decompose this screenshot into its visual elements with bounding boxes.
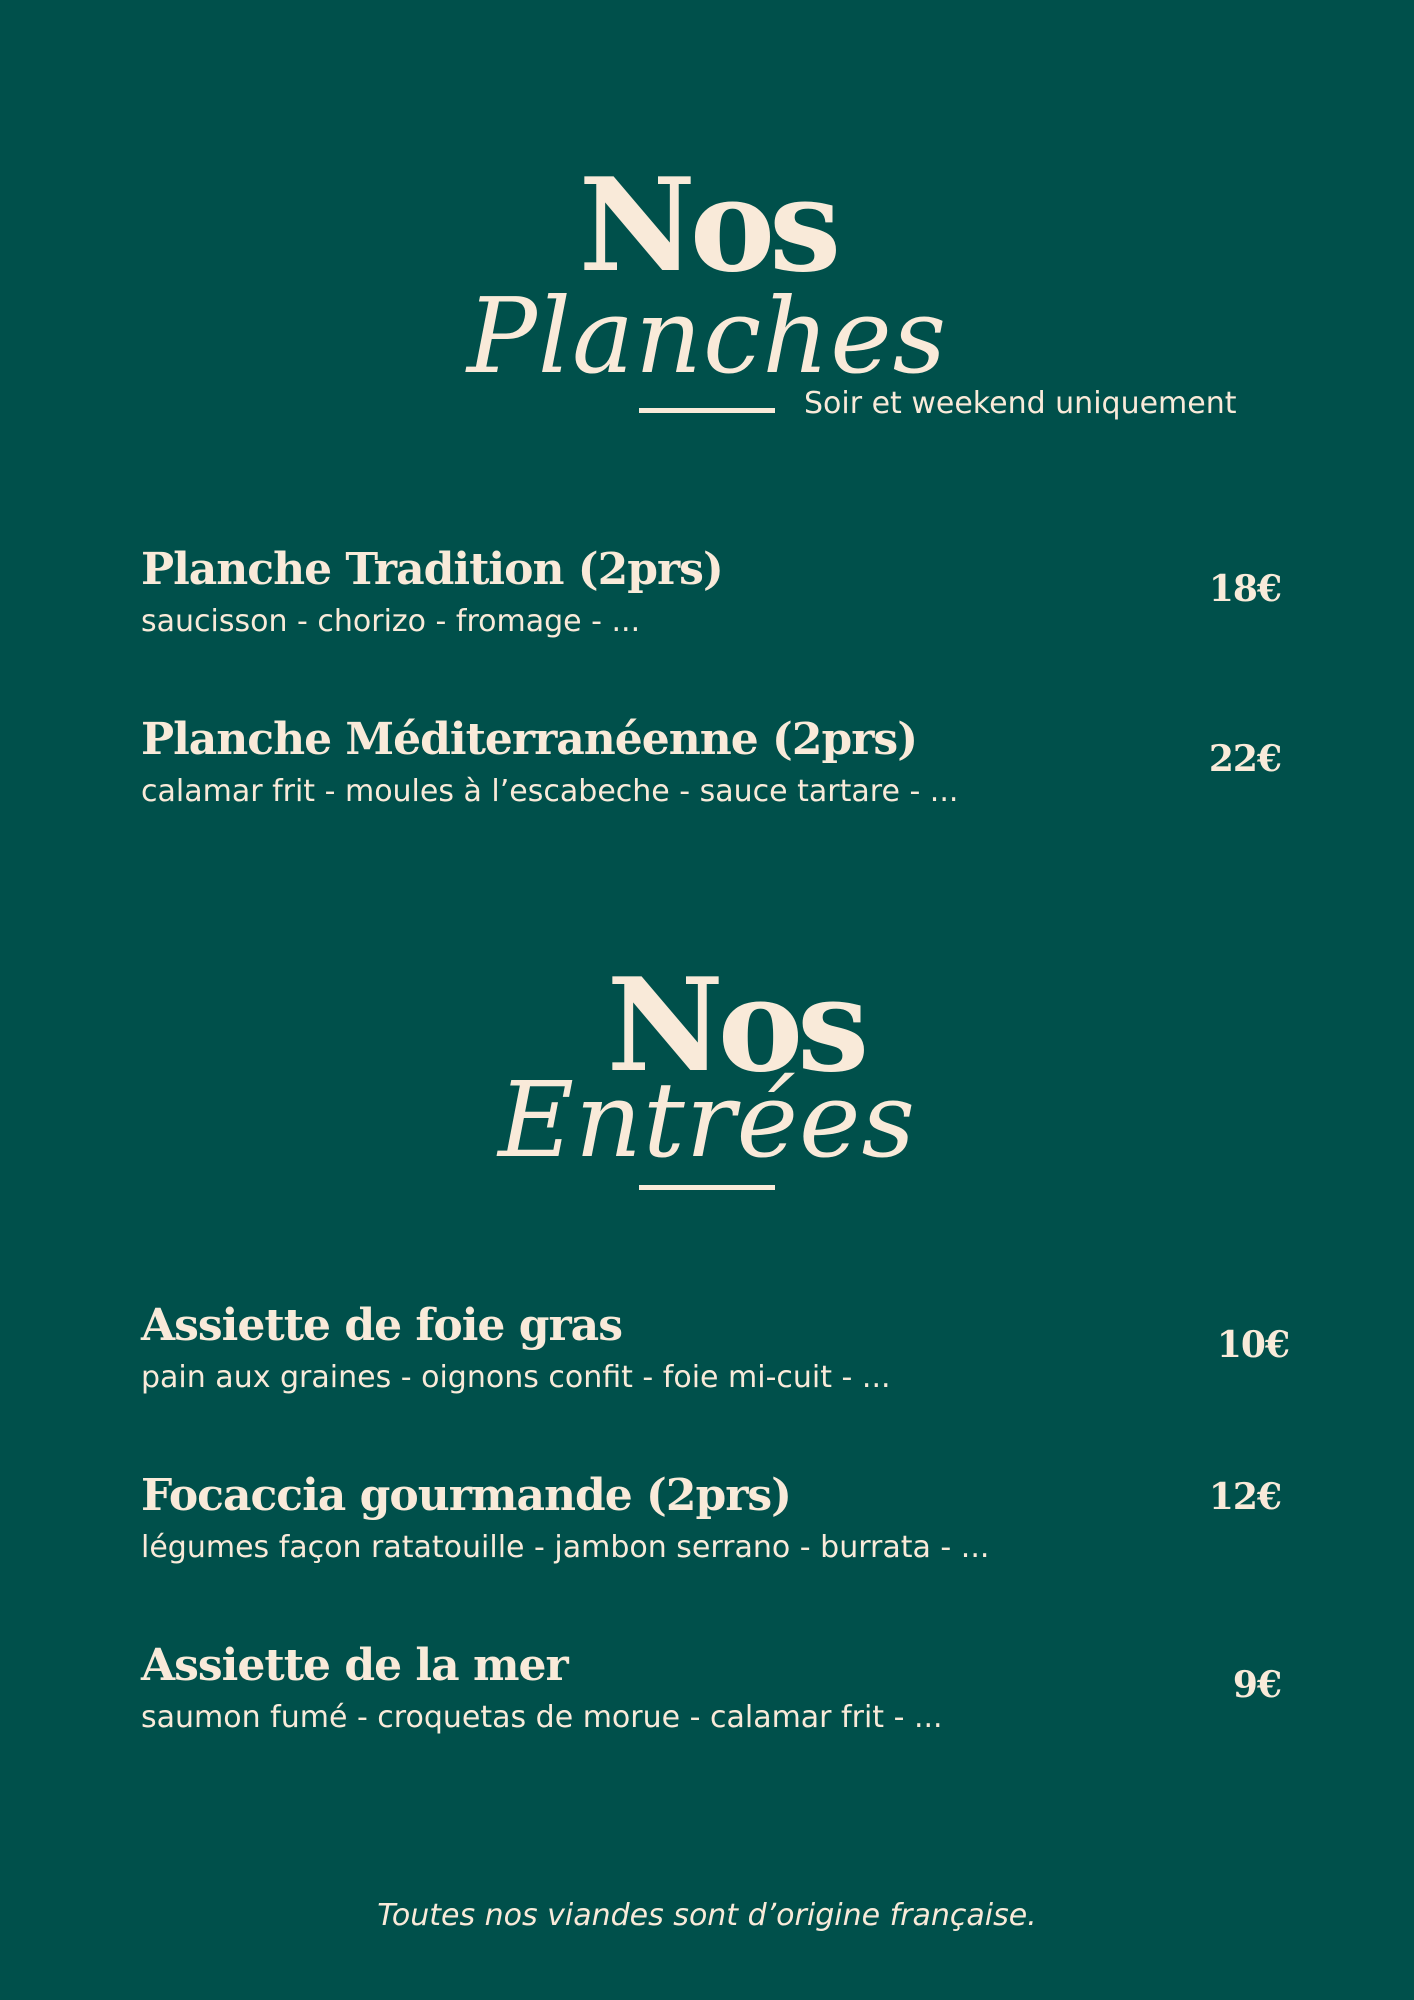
planches-title-nos: Nos: [578, 151, 836, 301]
planches-heading: [0, 151, 1414, 397]
planches-divider: [639, 408, 775, 413]
menu-item: [141, 546, 1281, 639]
footer-note: Toutes nos viandes sont d’origine française.: [377, 1898, 1037, 1933]
menu-item: [141, 716, 1281, 809]
menu-item-name: Planche Méditerranéenne (2prs): [141, 714, 918, 765]
menu-item: [141, 1300, 1289, 1396]
entrees-heading: [0, 951, 1414, 1181]
menu-item: [141, 1642, 1281, 1735]
menu-item-description: légumes façon ratatouille - jambon serrano - burrata - ...: [141, 1530, 990, 1566]
planches-title-script: Planches: [466, 275, 948, 397]
planches-subtitle: Soir et weekend uniquement: [804, 386, 1237, 421]
menu-item-name: Planche Tradition (2prs): [141, 544, 723, 595]
menu-item-description: calamar frit - moules à l’escabeche - sauce tartare - ...: [141, 774, 959, 810]
menu-item-name: Assiette de la mer: [141, 1640, 568, 1691]
entrees-title-nos: Nos: [606, 951, 864, 1101]
menu-item: [141, 1472, 1281, 1565]
menu-item-description: pain aux graines - oignons confit - foie mi-cuit - ...: [141, 1360, 891, 1396]
menu-item-price: 22€: [1208, 738, 1281, 780]
menu-item-name: Focaccia gourmande (2prs): [141, 1470, 791, 1521]
menu-item-description: saumon fumé - croquetas de morue - calamar frit - ...: [141, 1700, 943, 1736]
menu-item-price: 12€: [1208, 1476, 1281, 1518]
menu-item-description: saucisson - chorizo - fromage - ...: [141, 604, 641, 640]
menu-item-price: 18€: [1208, 568, 1281, 610]
entrees-divider: [639, 1185, 775, 1190]
menu-item-name: Assiette de foie gras: [141, 1300, 622, 1351]
entrees-title-script: Entrées: [498, 1059, 916, 1181]
menu-item-price: 9€: [1232, 1664, 1281, 1706]
menu-item-price: 10€: [1216, 1324, 1289, 1366]
